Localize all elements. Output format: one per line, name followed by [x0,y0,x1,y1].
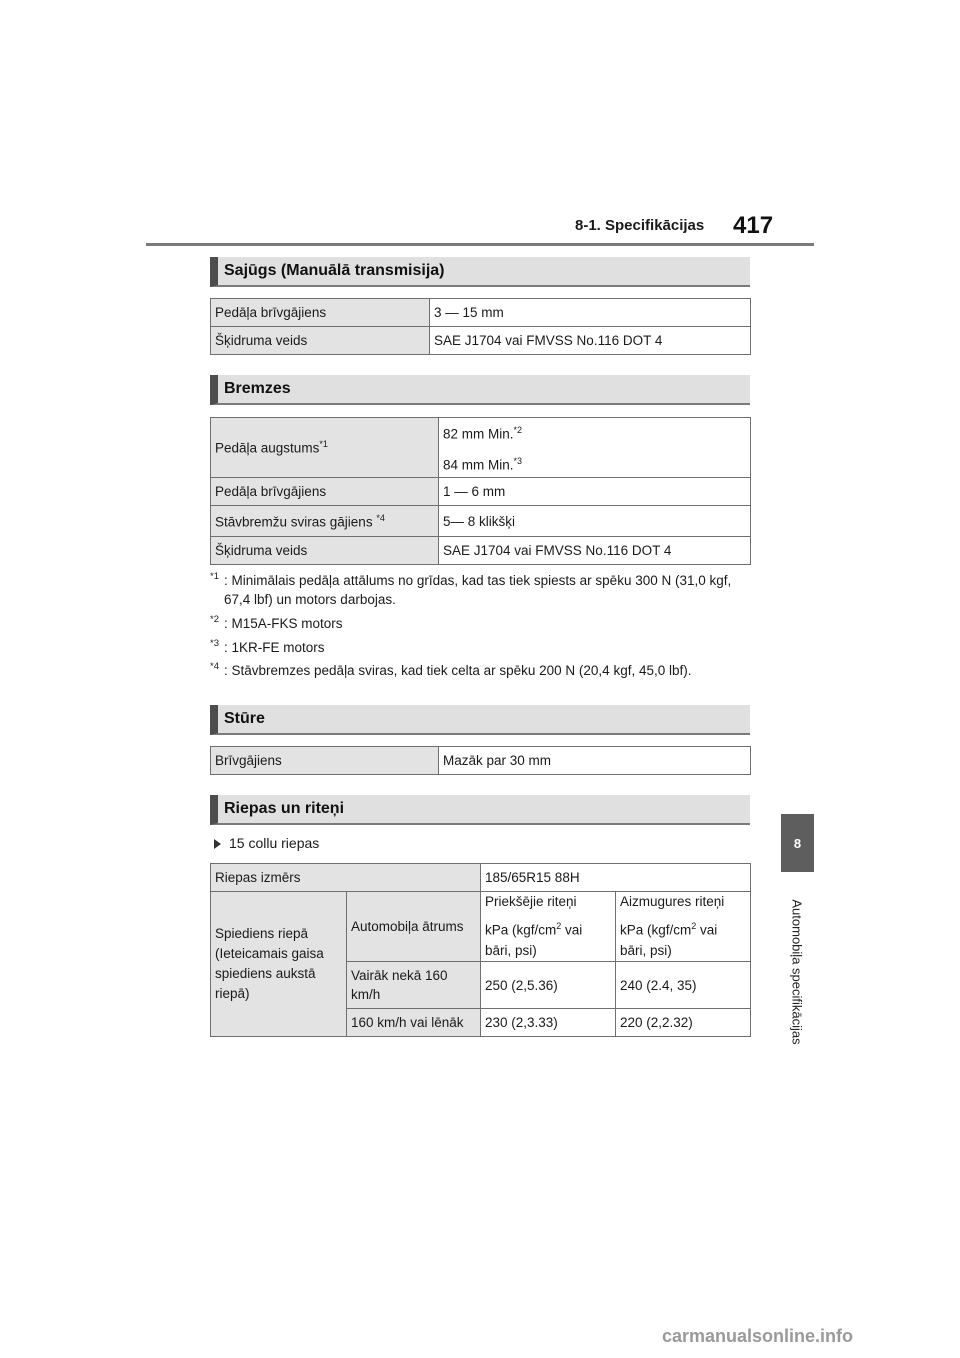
steering-heading: Stūre [210,705,750,735]
speed-160-or-less: 160 km/h vai lēnāk [347,1009,481,1037]
tires-heading: Riepas un riteņi [210,795,750,825]
brake-fluid-value: SAE J1704 vai FMVSS No.116 DOT 4 [439,537,751,565]
table-row [211,506,751,537]
chapter-tab[interactable]: 8 [781,814,814,872]
brake-height-label: Pedāļa augstums$^{*1}$ [211,418,439,478]
steering-freeplay-label: Brīvgājiens [211,747,439,775]
brake-fluid-label: Šķidruma veids [211,537,439,565]
header-divider [146,243,814,246]
rear-pressure-low: 220 (2,2.32) [616,1009,751,1037]
clutch-heading: Sajūgs (Manuālā transmisija) [210,257,750,287]
table-row [211,864,751,892]
clutch-table [210,298,751,355]
tire-size-bullet: 15 collu riepas [214,835,319,851]
table-row [211,892,751,962]
tire-size-value: 185/65R15 88H [481,864,751,892]
rear-pressure-high: 240 (2.4, 35) [616,962,751,1009]
clutch-fluid-label: Šķidruma veids [211,327,430,355]
table-row [211,747,751,775]
parking-brake-value: 5— 8 klikšķi [439,506,751,537]
speed-over-160: Vairāk nekā 160 km/h [347,962,481,1009]
page-number: 417 [733,212,774,239]
steering-table [210,746,751,775]
clutch-freeplay-value: 3 — 15 mm [430,299,751,327]
clutch-freeplay-label: Pedāļa brīvgājiens [211,299,430,327]
brake-freeplay-value: 1 — 6 mm [439,478,751,506]
brakes-heading: Bremzes [210,375,750,405]
tires-table [210,863,751,1037]
vehicle-speed-label: Automobiļa ātrums [347,892,481,962]
chapter-label: Automobiļa specifikācijas [789,899,805,1045]
triangle-bullet-icon [214,839,221,849]
brake-height-values: 82 mm Min.$^{*2}$ 84 mm Min.$^{*3}$ [439,418,751,478]
table-row [211,418,751,478]
clutch-fluid-value: SAE J1704 vai FMVSS No.116 DOT 4 [430,327,751,355]
parking-brake-label: Stāvbremžu sviras gājiens $^{*4}$ [211,506,439,537]
front-wheels-head: Priekšējie riteņi kPa ($kgf/cm^2$ vai bāri, psi) [481,892,616,962]
section-title: 8-1. Specifikācijas [575,217,705,234]
rear-wheels-head: Aizmugures riteņi kPa ($kgf/cm^2$ vai bāri, psi) [616,892,751,962]
table-row [211,299,751,327]
front-pressure-low: 230 (2,3.33) [481,1009,616,1037]
brake-freeplay-label: Pedāļa brīvgājiens [211,478,439,506]
watermark: carmanualsonline.info [662,1326,854,1346]
table-row [211,327,751,355]
tire-pressure-label: Spiediens riepā (Ieteicamais gaisa spiediens aukstā riepā) [211,892,347,1037]
table-row [211,478,751,506]
steering-freeplay-value: Mazāk par 30 mm [439,747,751,775]
front-pressure-high: 250 (2,5.36) [481,962,616,1009]
tire-size-label: Riepas izmērs [211,864,481,892]
brakes-table [210,417,751,565]
table-row [211,537,751,565]
